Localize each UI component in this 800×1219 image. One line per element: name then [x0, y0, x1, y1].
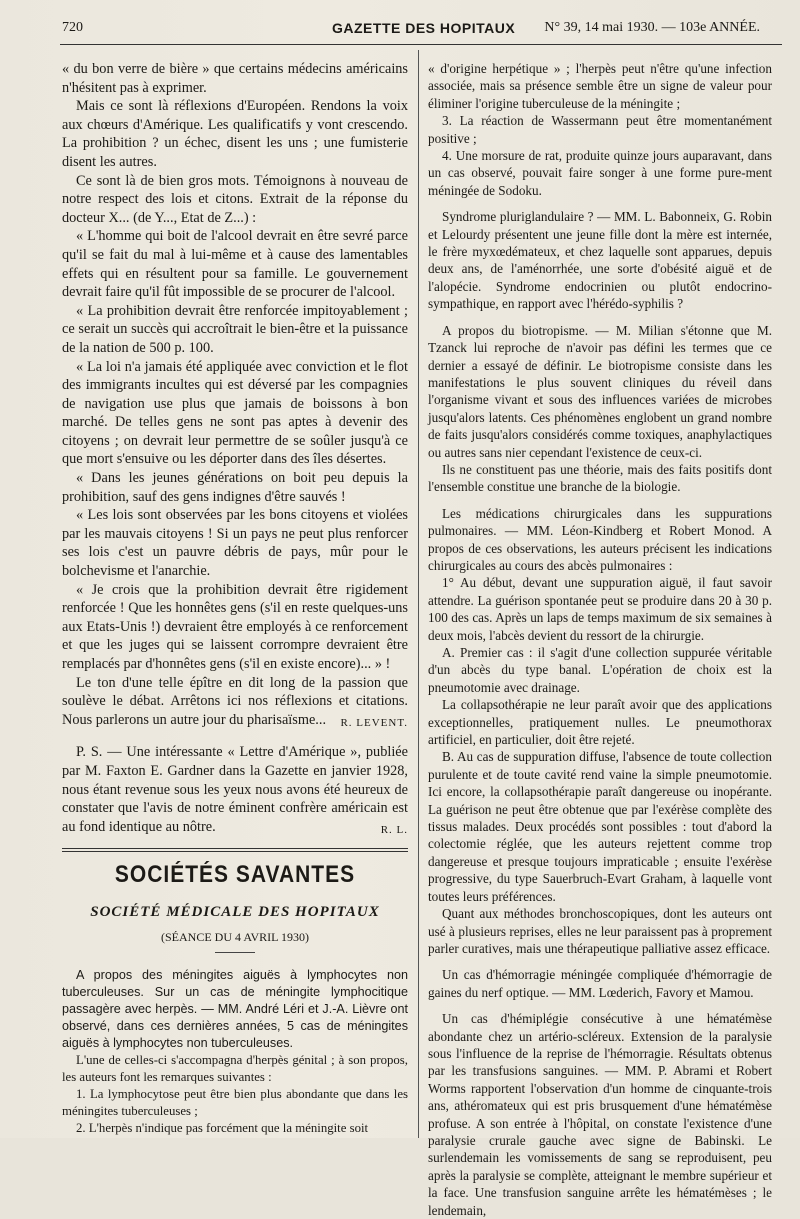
right-column: [428, 60, 772, 1219]
quote-paragraph: « La loi n'a jamais été appliquée avec conviction et le flot des immigrants incultes qui est déversé par les compagnies de navigation use plus que jamais de boissons à bon marché. De telles gens ne sont pas aptes à devenir des citoyens ; on devrait leur permettre de se soûler jusqu'à ce que mort s'ensuive ou les déporter dans des îles désertes.: [62, 358, 408, 468]
paragraph: Ce sont là de bien gros mots. Témoignons à nouveau de notre respect des lois et citons. Extrait de la réponse du docteur X... (de Y..., Etat de Z...) :: [62, 172, 408, 226]
paragraph: « du bon verre de bière » que certains médecins américains n'hésitent pas à exprimer.: [62, 61, 408, 96]
issue-info: N° 39, 14 mai 1930. — 103e ANNÉE.: [544, 20, 760, 35]
paragraph: Ils ne constituent pas une théorie, mais des faits positifs dont l'ensemble constitue une branche de la biologie.: [428, 461, 772, 495]
paragraph: A. Premier cas : il s'agit d'une collection suppurée véritable d'un abcès du type banal. L'opération de choix est la pneumotomie avec drainage.: [428, 645, 772, 695]
column-divider: [418, 50, 419, 1138]
journal-title: GAZETTE DES HOPITAUX: [332, 20, 516, 36]
author-signature: R. LEVENT.: [340, 716, 408, 729]
society-title: SOCIÉTÉ MÉDICALE DES HOPITAUX: [90, 903, 380, 920]
section-rule: [62, 848, 408, 852]
list-item: 2. L'herpès n'indique pas forcément que la méningite soit: [76, 1121, 369, 1136]
communication: A propos du biotropisme. — M. Milian s'étonne que M. Tzanck lui reproche de n'avoir pas défini les termes que ce dernier a essayé de définir. Le biotropisme consiste dans les manifestations le plus souvent cliniques du réveil dans l'organisme vivant et sous des influences variées de microbes jusqu'alors latents. Ces phénomènes englobent un grand nombre de faits jusqu'alors considérés comme toxiques, anaphylactiques ou autres sans nier cependant l'existence de ceux-ci.: [428, 322, 772, 460]
quote-paragraph: « Je crois que la prohibition devrait être rigidement renforcée ! Que les honnêtes gens (s'il en reste quelques-uns aux Etats-Unis !) devraient être employés à ce renforcement et que les juges qui se laissent corrompre devraient être remplacés par d'honnêtes gens (s'il en existe encore)... » !: [62, 581, 408, 672]
list-item: 4. Une morsure de rat, produite quinze jours auparavant, dans un cas observé, pouvait faire songer à une forme pure-ment méningée de Sodoku.: [428, 148, 772, 198]
communication: Syndrome pluriglandulaire ? — MM. L. Babonneix, G. Robin et Lelourdy présentent une jeune fille dont la mère est internée, le frère myxœdémateux, et chez laquelle sont apparues, depuis deux ans, de l'aménorrhée, une sorte d'obésité aiguë et de l'alopécie. Syndrome endocrinien ou plutôt endocrino-sympathique, en rapport avec l'hérédo-syphilis ?: [428, 209, 772, 312]
postscript: [62, 743, 408, 836]
quote-paragraph: « Dans les jeunes générations on boit peu depuis la prohibition, sauf des gens indignes d'être sauvés !: [62, 470, 408, 505]
list-item: 3. La réaction de Wassermann peut être momentanément positive ;: [428, 113, 772, 146]
quote-paragraph: « Les lois sont observées par les bons citoyens et violées par les mauvais citoyens ! Si un pays ne peut plus renforcer ses lois c'est un pauvre débris de pays, mûr pour le bolchevisme et l'anarchie.: [62, 507, 408, 580]
list-item: 1. La lymphocytose peut être bien plus abondante que dans les méningites tuberculeuses ;: [62, 1087, 408, 1119]
quote-paragraph: « La prohibition devrait être renforcée impitoyablement ; ce serait un succès qui accroîtrait le bien-être et la puissance de la nation de 500 p. 100.: [62, 302, 408, 356]
short-rule: [215, 952, 255, 953]
paragraph: « d'origine herpétique » ; l'herpès peut n'être qu'une infection associée, mais sa présence semble être un signe de valeur pour éliminer l'origine tuberculeuse de la méningite ;: [428, 61, 772, 111]
header-rule: [60, 44, 782, 45]
communication: Un cas d'hémorragie méningée compliquée d'hémorragie de gaines du nerf optique. — MM. Lœderich, Favory et Mamou.: [428, 967, 772, 1000]
quote-paragraph: « L'homme qui boit de l'alcool devrait en être sevré parce qu'il se fait du mal à lui-même et à cause des lamentables effets qui en résultent pour sa famille. Le gouvernement devrait faire qu'il fût impossible de se procurer de l'alcool.: [62, 228, 408, 301]
postscript-signature: R. L.: [380, 823, 408, 836]
section-title: SOCIÉTÉS SAVANTES: [114, 861, 356, 888]
paragraph: L'une de celles-ci s'accompagna d'herpès génital ; à son propos, les auteurs font les remarques suivantes :: [62, 1053, 408, 1085]
page-header: [62, 18, 790, 40]
communication: Un cas d'hémiplégie consécutive à une hématémèse abondante chez un artério-scléreux. Extension de la paralysie sous l'influence de la reprise de l'hémorragie. Résultats obtenus par les transfusions sanguines. — MM. P. Abrami et Robert Worms rapportent l'observation d'un homme de cinquante-trois ans, athéromateux qui est pris brusquement d'une hématémèse profuse. A son entrée à l'hôpital, on constate l'existence d'une paralysie crurale gauche avec signe de Babinski. Le surlendemain les vomissements de sang se reproduisent, peu après la paralysie se complète, atteignant le membre supérieur et la face. Une transfusion sanguine arrête les hématémèses ; le lendemain,: [428, 1011, 772, 1218]
paragraph: B. Au cas de suppuration diffuse, l'absence de toute collection purulente et de toute cavité rend vaine la simple pneumotomie. Ici encore, la collapsothérapie paraît dangereuse ou inopérante. La guérison ne peut être obtenue que par l'exérèse complète des tissus malades. Deux procédés sont possibles : tout d'abord la colectomie réglée, que les auteurs rejettent comme trop dangereuse et presque toujours impraticable ; ensuite l'exérèse progressive, du type Sauerbruch-Evart Graham, à laquelle vont toutes leurs préférences.: [428, 749, 772, 904]
communication-title: A propos des méningites aiguës à lymphocytes non tuberculeuses. Sur un cas de méningite lymphocitique passagère avec herpès. — MM. André Léri et J.-A. Lièvre ont observé, dans ces dernières années, 5 cas de méningites aiguës à lymphocytes non tuberculeuses.: [62, 968, 408, 1051]
communication: Les médications chirurgicales dans les suppurations pulmonaires. — MM. Léon-Kindberg et Robert Monod. A propos de ces observations, les auteurs précisent les indications chirurgicales au cours des abcès pulmonaires :: [428, 505, 772, 573]
session-date: (SÉANCE DU 4 AVRIL 1930): [160, 929, 309, 944]
postscript-text: P. S. — Une intéressante « Lettre d'Amérique », publiée par M. Faxton E. Gardner dans la Gazette en janvier 1928, nous étant revenue sous les yeux nous avons été heureux de constater que l'avis de notre éminent confrère américain est au fond identique au nôtre.: [62, 744, 408, 835]
paragraph: Mais ce sont là réflexions d'Européen. Rendons la voix aux chœurs d'Amérique. Les qualificatifs y vont crescendo. La prohibition ? un échec, disent les uns ; une fumisterie disent les autres.: [62, 98, 408, 170]
paragraph: Quant aux méthodes bronchoscopiques, dont les auteurs ont usé à plusieurs reprises, elles ne leur paraissent pas à proprement parler curatives, mais une thérapeutique palliative assez efficace.: [428, 906, 772, 956]
paragraph: La collapsothérapie ne leur paraît avoir que des applications exceptionnelles, pratiquement nulles. Le pneumothorax artificiel, en particulier, doit être rejeté.: [428, 697, 772, 748]
page-number: 720: [62, 20, 83, 35]
paragraph: 1° Au début, devant une suppuration aiguë, il faut savoir attendre. La guérison spontanée peut se produire dans 20 à 30 p. 100 des cas. Après un laps de temps maximum de six semaines à deux mois, l'abcès devient du ressort de la chirurgie.: [428, 575, 772, 643]
paragraph-text: Le ton d'une telle épître en dit long de la passion que soulève le débat. Arrêtons ici nos réflexions et citations. Nous parlerons un autre jour du pharisaïsme...: [62, 674, 408, 728]
left-column: [62, 60, 408, 1137]
paragraph: [62, 674, 408, 730]
